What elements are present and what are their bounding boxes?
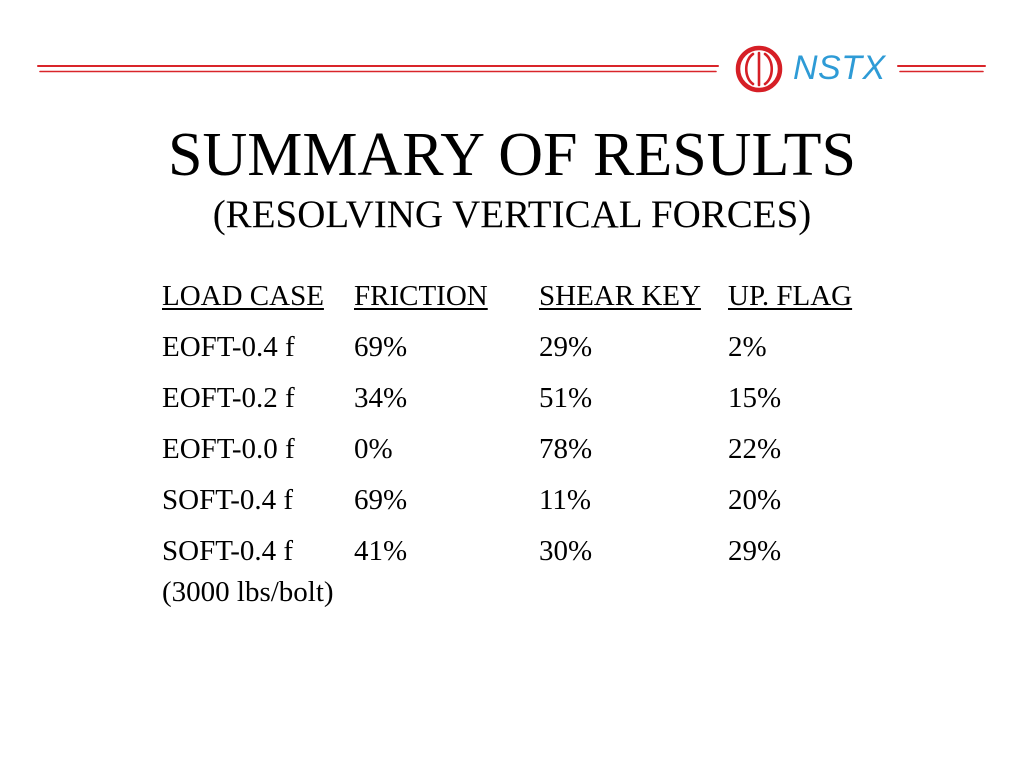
load-case-cell: EOFT-0.0 f <box>162 433 295 465</box>
load-case-cell: SOFT-0.4 f <box>162 484 294 516</box>
column-header-friction: FRICTION <box>354 280 488 312</box>
up-flag-cell: 2% <box>728 331 767 363</box>
shear-key-cell: 30% <box>539 535 593 567</box>
table-row <box>162 486 882 537</box>
up-flag-cell: 22% <box>728 433 782 465</box>
friction-cell: 69% <box>354 331 408 363</box>
table-row <box>162 435 882 486</box>
shear-key-cell: 78% <box>539 433 593 465</box>
table-row <box>162 384 882 435</box>
logo-wordmark: NSTX <box>793 49 886 87</box>
table-header-row <box>162 282 882 333</box>
up-flag-cell: 15% <box>728 382 782 414</box>
shear-key-cell: 29% <box>539 331 593 363</box>
page-subtitle: (RESOLVING VERTICAL FORCES) <box>212 193 812 236</box>
up-flag-cell: 20% <box>728 484 782 516</box>
load-case-note: (3000 lbs/bolt) <box>162 576 334 608</box>
column-header-up-flag: UP. FLAG <box>728 280 853 312</box>
shear-key-cell: 51% <box>539 382 593 414</box>
load-case-cell: EOFT-0.4 f <box>162 331 295 363</box>
shear-key-cell: 11% <box>539 484 592 516</box>
friction-cell: 69% <box>354 484 408 516</box>
column-header-load-case: LOAD CASE <box>162 280 324 312</box>
header-rule-right <box>898 66 985 72</box>
page-title: SUMMARY OF RESULTS <box>168 121 856 189</box>
up-flag-cell: 29% <box>728 535 782 567</box>
load-case-cell <box>162 535 354 608</box>
nstx-logo-icon <box>738 48 780 90</box>
table-row <box>162 535 882 608</box>
friction-cell: 41% <box>354 535 408 567</box>
header-rule-left <box>38 66 718 72</box>
load-case-cell: EOFT-0.2 f <box>162 382 295 414</box>
load-case-label: SOFT-0.4 f <box>162 535 294 567</box>
results-table <box>162 280 882 608</box>
column-header-shear-key: SHEAR KEY <box>539 280 701 312</box>
friction-cell: 0% <box>354 433 393 465</box>
friction-cell: 34% <box>354 382 408 414</box>
table-row <box>162 333 882 384</box>
